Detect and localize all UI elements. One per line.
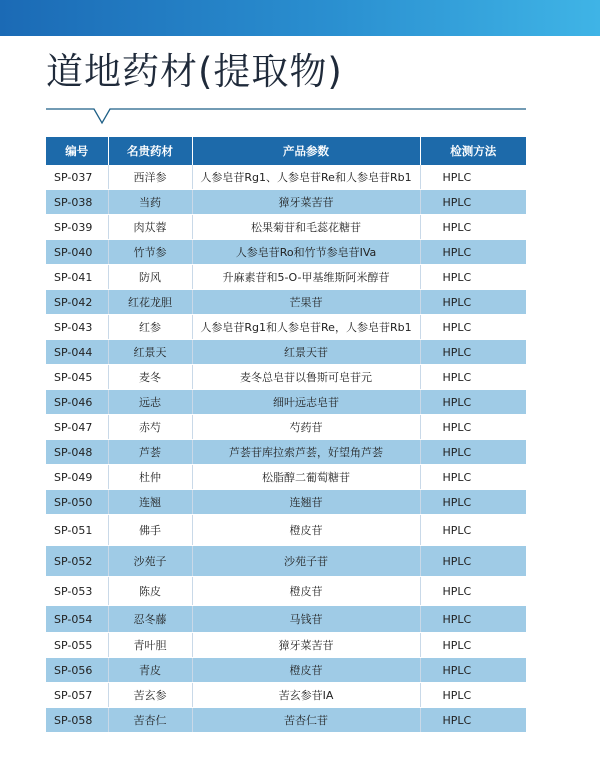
header-herb: 名贵药材 xyxy=(108,137,192,165)
title-underline xyxy=(46,104,526,128)
cell-code: SP-039 xyxy=(46,215,108,240)
cell-herb: 西洋参 xyxy=(108,165,192,190)
cell-code: SP-050 xyxy=(46,490,108,515)
table-row xyxy=(46,365,526,390)
cell-herb: 当药 xyxy=(108,190,192,215)
cell-param: 细叶远志皂苷 xyxy=(192,390,420,415)
cell-method: HPLC xyxy=(420,440,526,465)
cell-method: HPLC xyxy=(420,490,526,515)
table-row xyxy=(46,606,526,633)
cell-method: HPLC xyxy=(420,577,526,606)
header-param: 产品参数 xyxy=(192,137,420,165)
cell-code: SP-041 xyxy=(46,265,108,290)
table-row xyxy=(46,546,526,577)
cell-param: 獐牙菜苦苷 xyxy=(192,190,420,215)
cell-param: 马钱苷 xyxy=(192,606,420,633)
cell-param: 苦玄参苷ⅠA xyxy=(192,683,420,708)
table-row xyxy=(46,390,526,415)
cell-code: SP-058 xyxy=(46,708,108,733)
cell-herb: 杜仲 xyxy=(108,465,192,490)
table-row xyxy=(46,215,526,240)
cell-method: HPLC xyxy=(420,606,526,633)
cell-code: SP-057 xyxy=(46,683,108,708)
cell-herb: 沙苑子 xyxy=(108,546,192,577)
table-header-row xyxy=(46,137,526,165)
cell-param: 獐牙菜苦苷 xyxy=(192,633,420,658)
table-row xyxy=(46,265,526,290)
cell-param: 红景天苷 xyxy=(192,340,420,365)
cell-param: 沙苑子苷 xyxy=(192,546,420,577)
cell-param: 苦杏仁苷 xyxy=(192,708,420,733)
cell-code: SP-038 xyxy=(46,190,108,215)
cell-herb: 佛手 xyxy=(108,515,192,546)
cell-param: 连翘苷 xyxy=(192,490,420,515)
table-row xyxy=(46,290,526,315)
cell-herb: 肉苁蓉 xyxy=(108,215,192,240)
cell-code: SP-048 xyxy=(46,440,108,465)
header-method: 检测方法 xyxy=(420,137,526,165)
cell-param: 芍药苷 xyxy=(192,415,420,440)
cell-herb: 青叶胆 xyxy=(108,633,192,658)
cell-method: HPLC xyxy=(420,683,526,708)
cell-method: HPLC xyxy=(420,390,526,415)
cell-method: HPLC xyxy=(420,415,526,440)
cell-code: SP-042 xyxy=(46,290,108,315)
cell-param: 松果菊苷和毛蕊花糖苷 xyxy=(192,215,420,240)
table-row xyxy=(46,683,526,708)
top-banner xyxy=(0,0,600,36)
cell-param: 橙皮苷 xyxy=(192,658,420,683)
cell-param: 人参皂苷Rg1和人参皂苷Re，人参皂苷Rb1 xyxy=(192,315,420,340)
cell-herb: 忍冬藤 xyxy=(108,606,192,633)
cell-param: 芒果苷 xyxy=(192,290,420,315)
table-row xyxy=(46,577,526,606)
cell-method: HPLC xyxy=(420,215,526,240)
table-row xyxy=(46,658,526,683)
cell-param: 松脂醇二葡萄糖苷 xyxy=(192,465,420,490)
table-row xyxy=(46,440,526,465)
cell-method: HPLC xyxy=(420,633,526,658)
cell-method: HPLC xyxy=(420,165,526,190)
cell-method: HPLC xyxy=(420,515,526,546)
table-row xyxy=(46,165,526,190)
cell-method: HPLC xyxy=(420,340,526,365)
table-row xyxy=(46,515,526,546)
cell-herb: 连翘 xyxy=(108,490,192,515)
cell-code: SP-055 xyxy=(46,633,108,658)
cell-method: HPLC xyxy=(420,240,526,265)
cell-herb: 青皮 xyxy=(108,658,192,683)
cell-code: SP-043 xyxy=(46,315,108,340)
product-table xyxy=(46,137,526,733)
header-code: 编号 xyxy=(46,137,108,165)
table-row xyxy=(46,190,526,215)
cell-herb: 远志 xyxy=(108,390,192,415)
page-title: 道地药材(提取物) xyxy=(46,50,343,93)
cell-herb: 竹节参 xyxy=(108,240,192,265)
cell-method: HPLC xyxy=(420,290,526,315)
cell-param: 人参皂苷Ro和竹节参皂苷IVa xyxy=(192,240,420,265)
cell-method: HPLC xyxy=(420,546,526,577)
table-row xyxy=(46,415,526,440)
cell-herb: 红参 xyxy=(108,315,192,340)
cell-herb: 陈皮 xyxy=(108,577,192,606)
cell-param: 麦冬总皂苷以鲁斯可皂苷元 xyxy=(192,365,420,390)
cell-method: HPLC xyxy=(420,265,526,290)
cell-herb: 麦冬 xyxy=(108,365,192,390)
cell-herb: 赤芍 xyxy=(108,415,192,440)
cell-param: 升麻素苷和5-O-甲基维斯阿米醇苷 xyxy=(192,265,420,290)
cell-method: HPLC xyxy=(420,365,526,390)
cell-method: HPLC xyxy=(420,315,526,340)
table-row xyxy=(46,340,526,365)
cell-param: 人参皂苷Rg1、人参皂苷Re和人参皂苷Rb1 xyxy=(192,165,420,190)
cell-param: 橙皮苷 xyxy=(192,577,420,606)
cell-code: SP-056 xyxy=(46,658,108,683)
table-row xyxy=(46,240,526,265)
cell-herb: 苦玄参 xyxy=(108,683,192,708)
table-row xyxy=(46,633,526,658)
cell-code: SP-047 xyxy=(46,415,108,440)
table-row xyxy=(46,490,526,515)
cell-method: HPLC xyxy=(420,190,526,215)
cell-herb: 苦杏仁 xyxy=(108,708,192,733)
table-row xyxy=(46,465,526,490)
cell-code: SP-051 xyxy=(46,515,108,546)
cell-param: 橙皮苷 xyxy=(192,515,420,546)
cell-herb: 红花龙胆 xyxy=(108,290,192,315)
cell-code: SP-046 xyxy=(46,390,108,415)
cell-code: SP-037 xyxy=(46,165,108,190)
cell-method: HPLC xyxy=(420,658,526,683)
cell-herb: 防风 xyxy=(108,265,192,290)
cell-param: 芦荟苷库拉索芦荟，好望角芦荟 xyxy=(192,440,420,465)
cell-code: SP-054 xyxy=(46,606,108,633)
cell-code: SP-049 xyxy=(46,465,108,490)
cell-code: SP-040 xyxy=(46,240,108,265)
table-row xyxy=(46,708,526,733)
cell-code: SP-053 xyxy=(46,577,108,606)
cell-code: SP-045 xyxy=(46,365,108,390)
cell-code: SP-052 xyxy=(46,546,108,577)
cell-method: HPLC xyxy=(420,708,526,733)
cell-herb: 红景天 xyxy=(108,340,192,365)
cell-code: SP-044 xyxy=(46,340,108,365)
cell-method: HPLC xyxy=(420,465,526,490)
cell-herb: 芦荟 xyxy=(108,440,192,465)
table-row xyxy=(46,315,526,340)
